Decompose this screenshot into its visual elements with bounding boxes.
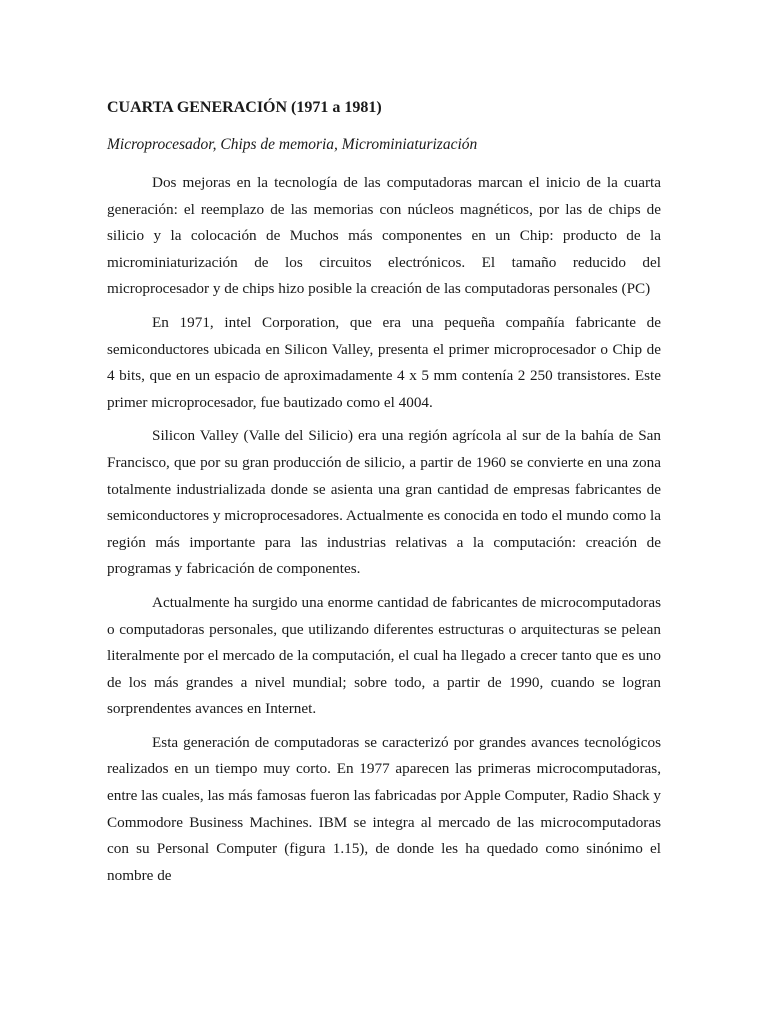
section-subtitle: Microprocesador, Chips de memoria, Microminiaturización <box>107 136 478 153</box>
paragraph-memory-chips: Dos mejoras en la tecnología de las computadoras marcan el inicio de la cuarta generación: el reemplazo de las memorias con núcleos magnéticos, por las de chips de silicio y la colocación de Muchos más componentes en un Chip: producto de la microminiaturización de los circuitos electrónicos. El tamaño reducido del microprocesador y de chips hizo posible la creación de las computadoras personales (PC) <box>107 174 661 298</box>
paragraph-manufacturers: Actualmente ha surgido una enorme cantidad de fabricantes de microcomputadoras o computadoras personales, que utilizando diferentes estructuras o arquitecturas se pelean literalmente por el mercado de la computación, el cual ha llegado a crecer tanto que es uno de los más grandes a nivel mundial; sobre todo, a partir de 1990, cuando se logran sorprendentes avances en Internet. <box>107 593 661 718</box>
section-heading: CUARTA GENERACIÓN (1971 a 1981) <box>107 99 382 116</box>
paragraph-microcomputers: Esta generación de computadoras se caracterizó por grandes avances tecnológicos realizados en un tiempo muy corto. En 1977 aparecen las primeras microcomputadoras, entre las cuales, las más famosas fueron las fabricadas por Apple Computer, Radio Shack y Commodore Business Machines. IBM se integra al mercado de las microcomputadoras con su Personal Computer (figura 1.15), de donde les ha quedado como sinónimo el nombre de <box>107 733 661 884</box>
paragraph-intel-4004: En 1971, intel Corporation, que era una pequeña compañía fabricante de semiconductores ubicada en Silicon Valley, presenta el primer microprocesador o Chip de 4 bits, que en un espacio de aproximadamente 4 x 5 mm contenía 2 250 transistores. Este primer microprocesador, fue bautizado como el 4004. <box>107 313 661 411</box>
document-page <box>107 98 661 896</box>
paragraph-silicon-valley: Silicon Valley (Valle del Silicio) era una región agrícola al sur de la bahía de San Francisco, que por su gran producción de silicio, a partir de 1960 se convierte en una zona totalmente industrializada donde se asienta una gran cantidad de empresas fabricantes de semiconductores y microprocesadores. Actualmente es conocida en todo el mundo como la región más importante para las industrias relativas a la computación: creación de programas y fabricación de componentes. <box>107 427 661 578</box>
